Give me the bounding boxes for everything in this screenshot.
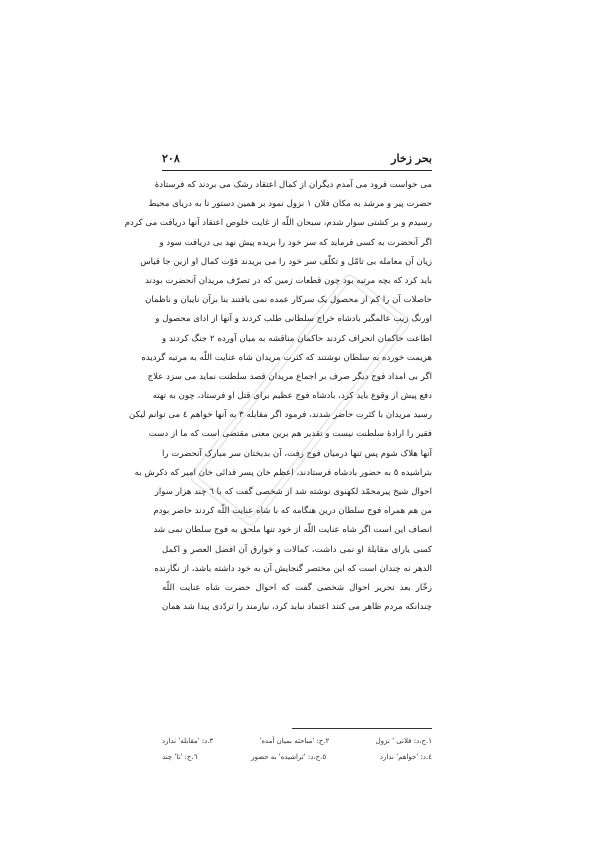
running-title: بحر زخار <box>391 151 432 165</box>
text-line: هزیمت خورده به سلطان نوشتند که کثرت مریدان شاه عنایت اللّه به مرتبه گردیده <box>141 352 432 363</box>
footnotes <box>162 733 432 765</box>
footnote: ٦.ج: 'تا' چند <box>162 753 198 761</box>
text-line: کسی یارای مقابلهٔ او نمی داشت، کمالات و خوارق آن افضل العصر و اکمل <box>162 544 432 555</box>
text-line: می خواست فرود می آمدم دیگران از کمال اعتقاد رشک می بردند که فرستادهٔ <box>154 180 432 190</box>
page-number: ۲۰۸ <box>162 151 180 165</box>
footnote-row <box>162 733 432 749</box>
text-line: بتراشیده ٥ به حضور بادشاه فرستادند، اعظم خان پسر فدائی خان امیر که ذکرش به <box>134 467 432 478</box>
text-line: اگر بی امداد فوج دیگر صرف بر اجماع مریدان قصد سلطنت نماید می سزد علاج <box>147 371 432 382</box>
header-rule <box>162 170 432 171</box>
text-line: زخّار بعد تحریر احوال شخصی گفت که احوال حضرت شاه عنایت اللّه <box>162 582 432 593</box>
text-line: اطاعت حاکمان انحراف کردند حاکمان مناقشه به میان آورده ٢ جنگ کردند و <box>162 333 432 344</box>
text-line: زیان آن معامله بی تامّل و تکلّف سر خود را می بریدند قوّت کمال او ازین جا قیاس <box>140 256 432 267</box>
page-header <box>162 150 432 166</box>
text-line: اگر آنحضرت به کسی فرماید که سر خود را بریده پیش نهد بی دریافت سود و <box>159 237 432 248</box>
footnote: ١.ج،د: فلانی ' نزول <box>375 737 432 745</box>
text-line: باید کرد که بچه مرتبه بود چون قطعات زمین که در تصرّف مریدان آنحضرت بودند <box>145 275 432 286</box>
footnote-rule <box>292 728 432 729</box>
text-line: فقیر را ارادهٔ سلطنت نیست و تقدیر هم برین معنی مقتضی است که ما از دست <box>148 429 432 440</box>
footnote: ٢.ج: 'مباحثه بمیان آمده' <box>259 737 330 745</box>
footnote: ٤.د: 'خواهم' ندارد <box>379 753 432 761</box>
text-line: احوال شیخ پیرمحمّد لکهنوی نوشته شد از شخصی گفت که با ٦ چند هزار سوار <box>154 487 432 497</box>
footnote: ٣.د: 'مقابله' ندارد <box>162 737 214 745</box>
text-line: آنها هلاک شوم پس تنها درمیان فوج رفت، آن بدبختان سر مبارک آنحضرت را <box>162 448 432 459</box>
text-line: انصاف این است اگر شاه عنایت اللّه از خود تنها ملحق به فوج سلطان نمی شد <box>153 525 432 536</box>
body-text <box>124 176 432 617</box>
text-line: اورنگ زیب عالمگیر بادشاه خراج سلطانی طلب کردند و آنها از ادای محصول و <box>155 314 432 325</box>
text-line: الدهر نه چندان است که این مختصر گنجایش آن به خود داشته باشد، از نگارنده <box>154 563 432 574</box>
footnote: ٥.ج،د: 'تراشیده' به حضور <box>251 753 327 761</box>
text-line: رسید مریدان با کثرت حاضر شدند، فرمود اگر مقابله ٣ به آنها خواهم ٤ می توانم لیکن <box>129 410 432 421</box>
text-line: حضرت پیر و مرشد به مکان فلان ١ نزول نمود بر همین دستور تا به دریای محیط <box>148 199 432 210</box>
footnote-row <box>162 749 432 765</box>
text-line: چندانکه مردم ظاهر می کنند اعتماد نباید کرد، نیازمند را تردّدی پیدا شد همان <box>162 602 432 613</box>
text-line: رسیدم و بر کشتی سوار شدم، سبحان اللّه از غایت خلوص اعتقاد آنها دریافت می کردم <box>124 218 432 229</box>
text-line: دفع پیش از وقوع باید کرد، بادشاه فوج عظیم برای قتل او فرستاد، چون به تهته <box>152 391 432 402</box>
text-line: من هم همراه فوج سلطان درین هنگامه که با شاه عنایت اللّه کردند حاضر بودم <box>153 506 432 517</box>
text-line: حاصلات آن را کم از محصول یک سرکار عمده نمی یافتند بنا برآن نایبان و ناظمان <box>145 295 432 306</box>
